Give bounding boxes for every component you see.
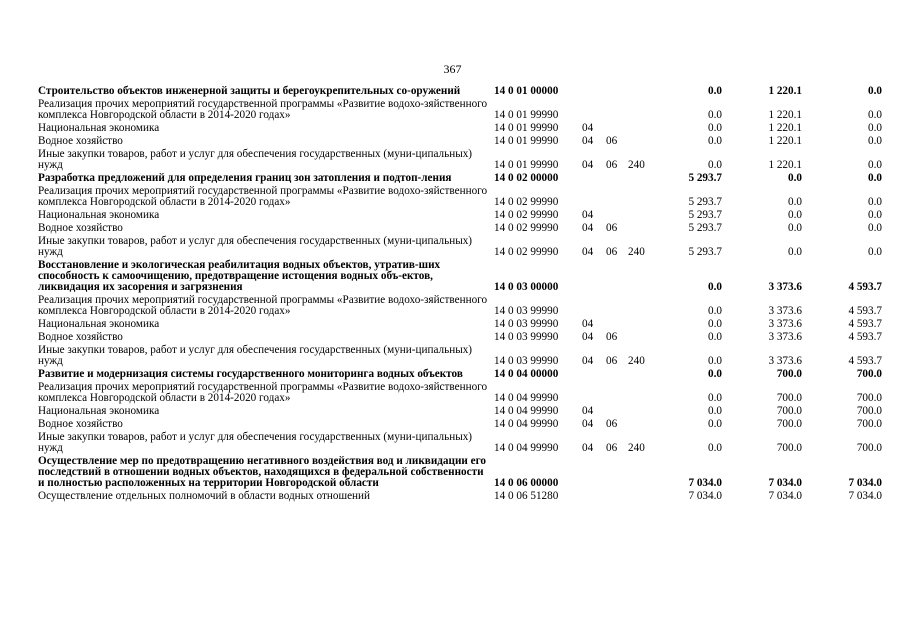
amount-year-1: 5 293.7 bbox=[688, 246, 722, 258]
row-name: Осуществление отдельных полномочий в области водных отношений bbox=[38, 490, 371, 502]
row-name: Национальная экономика bbox=[38, 318, 160, 330]
amount-year-1: 0.0 bbox=[708, 442, 722, 454]
table-row bbox=[38, 236, 886, 258]
expense-type-code: 240 bbox=[628, 246, 645, 258]
row-name: Водное хозяйство bbox=[38, 331, 123, 343]
expense-type-code: 240 bbox=[628, 442, 645, 454]
table-row bbox=[38, 332, 886, 343]
target-article-code: 14 0 04 99990 bbox=[494, 418, 559, 430]
amount-year-2: 0.0 bbox=[788, 222, 802, 234]
page-number: 367 bbox=[443, 62, 462, 76]
amount-year-2: 3 373.6 bbox=[768, 318, 802, 330]
target-article-code: 14 0 02 99990 bbox=[494, 246, 559, 258]
amount-year-1: 5 293.7 bbox=[688, 209, 722, 221]
subsection-code: 06 bbox=[606, 135, 618, 147]
amount-year-3: 0.0 bbox=[868, 172, 882, 184]
target-article-code: 14 0 04 99990 bbox=[494, 392, 559, 404]
row-name: Национальная экономика bbox=[38, 122, 160, 134]
table-row bbox=[38, 406, 886, 417]
amount-year-2: 700.0 bbox=[776, 368, 802, 380]
target-article-code: 14 0 04 99990 bbox=[494, 442, 559, 454]
amount-year-2: 0.0 bbox=[788, 196, 802, 208]
amount-year-3: 0.0 bbox=[868, 85, 882, 97]
amount-year-1: 0.0 bbox=[708, 392, 722, 404]
section-code: 04 bbox=[582, 246, 594, 258]
table-row-program-item bbox=[38, 369, 886, 380]
row-name: Национальная экономика bbox=[38, 405, 160, 417]
amount-year-1: 0.0 bbox=[708, 331, 722, 343]
amount-year-2: 7 034.0 bbox=[768, 477, 802, 489]
row-name: Иные закупки товаров, работ и услуг для обеспечения государственных (муни-ципальных) нужд bbox=[38, 344, 473, 367]
target-article-code: 14 0 01 00000 bbox=[494, 85, 559, 97]
target-article-code: 14 0 02 99990 bbox=[494, 209, 559, 221]
amount-year-2: 0.0 bbox=[788, 209, 802, 221]
target-article-code: 14 0 01 99990 bbox=[494, 109, 559, 121]
amount-year-2: 700.0 bbox=[776, 392, 802, 404]
amount-year-1: 0.0 bbox=[708, 368, 722, 380]
row-name: Водное хозяйство bbox=[38, 418, 123, 430]
amount-year-2: 3 373.6 bbox=[768, 331, 802, 343]
row-name: Развитие и модернизация системы государственного мониторинга водных объектов bbox=[38, 368, 463, 380]
amount-year-3: 4 593.7 bbox=[848, 305, 882, 317]
row-name: Иные закупки товаров, работ и услуг для обеспечения государственных (муни-ципальных) нужд bbox=[38, 148, 473, 171]
row-name: Реализация прочих мероприятий государственной программы «Развитие водохо-зяйственного комплекса Новгородской области в 2014-2020 годах» bbox=[38, 98, 488, 121]
table-row-program-item bbox=[38, 86, 886, 97]
subsection-code: 06 bbox=[606, 418, 618, 430]
amount-year-3: 4 593.7 bbox=[848, 318, 882, 330]
amount-year-1: 0.0 bbox=[708, 305, 722, 317]
row-name: Реализация прочих мероприятий государственной программы «Развитие водохо-зяйственного комплекса Новгородской области в 2014-2020 годах» bbox=[38, 185, 488, 208]
target-article-code: 14 0 03 99990 bbox=[494, 331, 559, 343]
amount-year-3: 0.0 bbox=[868, 122, 882, 134]
amount-year-1: 0.0 bbox=[708, 122, 722, 134]
table-row bbox=[38, 295, 886, 317]
target-article-code: 14 0 04 99990 bbox=[494, 405, 559, 417]
amount-year-1: 0.0 bbox=[708, 135, 722, 147]
table-row bbox=[38, 123, 886, 134]
row-name: Восстановление и экологическая реабилитация водных объектов, утратив-ших способность к самоочищению, предотвращение истощения водных объ-ектов, ликвидация их засорения и загрязнения bbox=[38, 259, 441, 293]
section-code: 04 bbox=[582, 135, 594, 147]
target-article-code: 14 0 04 00000 bbox=[494, 368, 559, 380]
target-article-code: 14 0 06 00000 bbox=[494, 477, 559, 489]
table-row-program-item bbox=[38, 456, 886, 489]
target-article-code: 14 0 01 99990 bbox=[494, 122, 559, 134]
amount-year-3: 700.0 bbox=[856, 418, 882, 430]
amount-year-1: 7 034.0 bbox=[688, 490, 722, 502]
subsection-code: 06 bbox=[606, 331, 618, 343]
row-name: Реализация прочих мероприятий государственной программы «Развитие водохо-зяйственного комплекса Новгородской области в 2014-2020 годах» bbox=[38, 381, 488, 404]
table-row bbox=[38, 382, 886, 404]
table-row bbox=[38, 419, 886, 430]
target-article-code: 14 0 02 00000 bbox=[494, 172, 559, 184]
section-code: 04 bbox=[582, 209, 594, 221]
target-article-code: 14 0 03 00000 bbox=[494, 281, 559, 293]
table-row bbox=[38, 210, 886, 221]
amount-year-1: 0.0 bbox=[708, 159, 722, 171]
amount-year-3: 700.0 bbox=[856, 368, 882, 380]
amount-year-2: 0.0 bbox=[788, 246, 802, 258]
section-code: 04 bbox=[582, 222, 594, 234]
amount-year-3: 4 593.7 bbox=[848, 281, 882, 293]
table-row bbox=[38, 99, 886, 121]
amount-year-3: 4 593.7 bbox=[848, 355, 882, 367]
row-name: Иные закупки товаров, работ и услуг для обеспечения государственных (муни-ципальных) нужд bbox=[38, 431, 473, 454]
table-row bbox=[38, 186, 886, 208]
amount-year-2: 1 220.1 bbox=[768, 85, 802, 97]
amount-year-1: 7 034.0 bbox=[688, 477, 722, 489]
amount-year-1: 5 293.7 bbox=[688, 172, 722, 184]
amount-year-3: 0.0 bbox=[868, 222, 882, 234]
amount-year-2: 700.0 bbox=[776, 442, 802, 454]
row-name: Осуществление мер по предотвращению негативного воздействия вод и ликвидации его последствий в отношении водных объектов, находящихся в федеральной собственности и полностью расположенных на территории Новгородской области bbox=[38, 455, 487, 489]
amount-year-3: 0.0 bbox=[868, 109, 882, 121]
amount-year-1: 0.0 bbox=[708, 281, 722, 293]
amount-year-3: 7 034.0 bbox=[848, 490, 882, 502]
amount-year-1: 5 293.7 bbox=[688, 196, 722, 208]
subsection-code: 06 bbox=[606, 246, 618, 258]
amount-year-3: 700.0 bbox=[856, 442, 882, 454]
amount-year-1: 0.0 bbox=[708, 109, 722, 121]
row-name: Водное хозяйство bbox=[38, 135, 123, 147]
amount-year-3: 0.0 bbox=[868, 196, 882, 208]
amount-year-1: 0.0 bbox=[708, 405, 722, 417]
budget-table bbox=[38, 86, 886, 502]
expense-type-code: 240 bbox=[628, 355, 645, 367]
subsection-code: 06 bbox=[606, 355, 618, 367]
amount-year-3: 0.0 bbox=[868, 135, 882, 147]
subsection-code: 06 bbox=[606, 442, 618, 454]
table-row bbox=[38, 319, 886, 330]
amount-year-2: 1 220.1 bbox=[768, 159, 802, 171]
amount-year-2: 1 220.1 bbox=[768, 122, 802, 134]
amount-year-2: 0.0 bbox=[788, 172, 802, 184]
section-code: 04 bbox=[582, 355, 594, 367]
target-article-code: 14 0 03 99990 bbox=[494, 305, 559, 317]
subsection-code: 06 bbox=[606, 159, 618, 171]
amount-year-3: 700.0 bbox=[856, 405, 882, 417]
amount-year-3: 700.0 bbox=[856, 392, 882, 404]
amount-year-1: 5 293.7 bbox=[688, 222, 722, 234]
amount-year-3: 0.0 bbox=[868, 246, 882, 258]
table-row-program-item bbox=[38, 260, 886, 293]
amount-year-2: 3 373.6 bbox=[768, 355, 802, 367]
amount-year-1: 0.0 bbox=[708, 318, 722, 330]
row-name: Национальная экономика bbox=[38, 209, 160, 221]
amount-year-1: 0.0 bbox=[708, 85, 722, 97]
row-name: Иные закупки товаров, работ и услуг для обеспечения государственных (муни-ципальных) нужд bbox=[38, 235, 473, 258]
table-row bbox=[38, 223, 886, 234]
table-row bbox=[38, 136, 886, 147]
section-code: 04 bbox=[582, 331, 594, 343]
row-name: Реализация прочих мероприятий государственной программы «Развитие водохо-зяйственного комплекса Новгородской области в 2014-2020 годах» bbox=[38, 294, 488, 317]
amount-year-2: 1 220.1 bbox=[768, 109, 802, 121]
target-article-code: 14 0 01 99990 bbox=[494, 135, 559, 147]
table-row bbox=[38, 491, 886, 502]
section-code: 04 bbox=[582, 418, 594, 430]
amount-year-3: 0.0 bbox=[868, 209, 882, 221]
row-name: Строительство объектов инженерной защиты и берегоукрепительных со-оружений bbox=[38, 85, 461, 97]
row-name: Разработка предложений для определения границ зон затопления и подтоп-ления bbox=[38, 172, 452, 184]
section-code: 04 bbox=[582, 318, 594, 330]
target-article-code: 14 0 06 51280 bbox=[494, 490, 559, 502]
amount-year-2: 700.0 bbox=[776, 418, 802, 430]
table-row bbox=[38, 432, 886, 454]
subsection-code: 06 bbox=[606, 222, 618, 234]
row-name: Водное хозяйство bbox=[38, 222, 123, 234]
section-code: 04 bbox=[582, 442, 594, 454]
table-row bbox=[38, 345, 886, 367]
target-article-code: 14 0 03 99990 bbox=[494, 318, 559, 330]
amount-year-3: 0.0 bbox=[868, 159, 882, 171]
amount-year-2: 3 373.6 bbox=[768, 305, 802, 317]
target-article-code: 14 0 02 99990 bbox=[494, 196, 559, 208]
amount-year-2: 1 220.1 bbox=[768, 135, 802, 147]
section-code: 04 bbox=[582, 122, 594, 134]
amount-year-1: 0.0 bbox=[708, 418, 722, 430]
amount-year-2: 700.0 bbox=[776, 405, 802, 417]
amount-year-3: 7 034.0 bbox=[848, 477, 882, 489]
amount-year-2: 7 034.0 bbox=[768, 490, 802, 502]
amount-year-3: 4 593.7 bbox=[848, 331, 882, 343]
expense-type-code: 240 bbox=[628, 159, 645, 171]
target-article-code: 14 0 01 99990 bbox=[494, 159, 559, 171]
target-article-code: 14 0 02 99990 bbox=[494, 222, 559, 234]
section-code: 04 bbox=[582, 159, 594, 171]
target-article-code: 14 0 03 99990 bbox=[494, 355, 559, 367]
section-code: 04 bbox=[582, 405, 594, 417]
table-row-program-item bbox=[38, 173, 886, 184]
table-row bbox=[38, 149, 886, 171]
amount-year-1: 0.0 bbox=[708, 355, 722, 367]
amount-year-2: 3 373.6 bbox=[768, 281, 802, 293]
